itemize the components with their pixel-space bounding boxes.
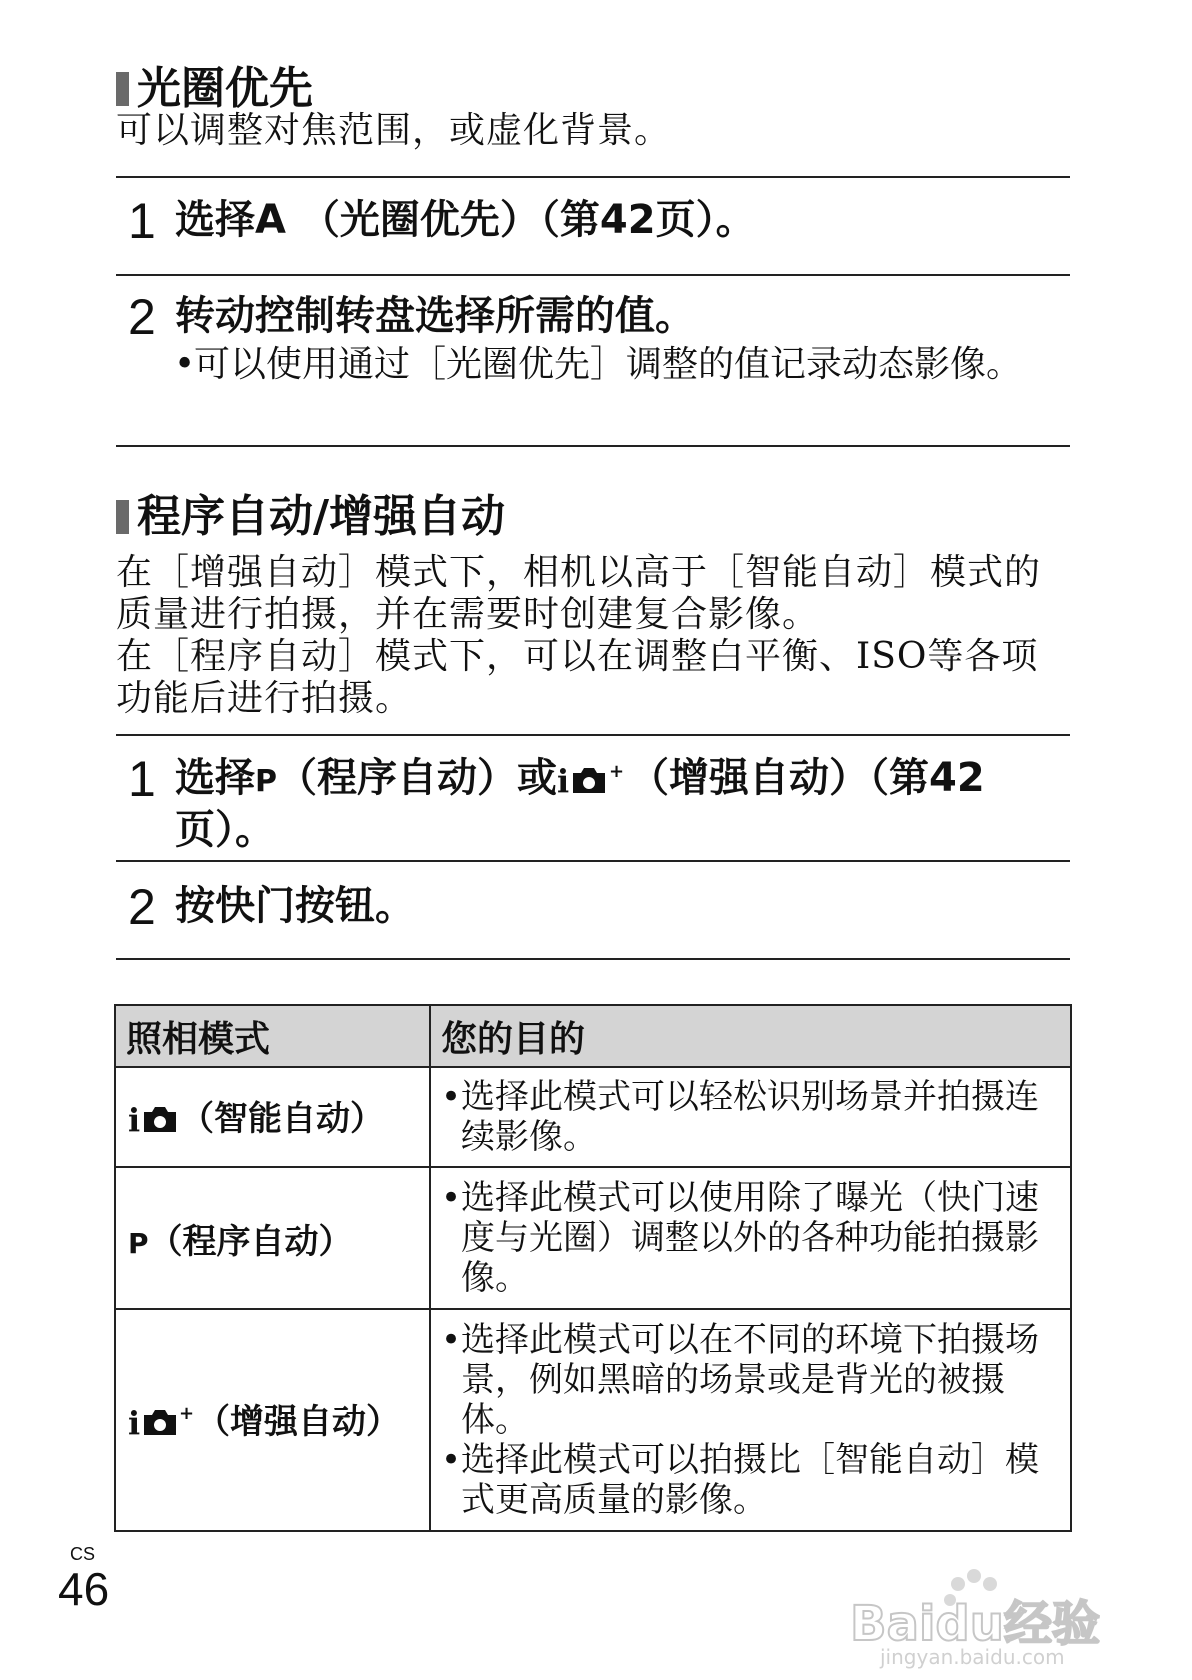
superior-auto-camera-icon [128,1403,196,1446]
step-rest: （增强自动）（第42页）。 [175,755,985,853]
purpose-cell [430,1309,1071,1531]
divider [116,958,1070,960]
section-marker [116,500,129,534]
column-header-purpose: 您的目的 [430,1005,1071,1067]
mode-cell [115,1167,430,1309]
table-row [115,1309,1071,1531]
table-row [115,1167,1071,1309]
purpose-item: • 选择此模式可以使用除了曝光（快门速度与光圈）调整以外的各种功能拍摄影像。 [441,1178,1039,1298]
intro-line: 在［程序自动］模式下，可以在调整白平衡、ISO等各项功能后进行拍摄。 [116,636,1039,719]
section-marker [116,72,129,106]
column-header-mode: 照相模式 [115,1005,430,1067]
step-text [175,754,1055,854]
step-mid: （程序自动）或 [277,755,557,801]
step-prefix: 选择 [175,755,255,801]
svg-text:i: i [557,762,570,795]
step-text: 按快门按钮。 [175,883,415,929]
page-footer [58,1544,109,1613]
step-rest: （光圈优先）（第42页）。 [299,197,756,243]
section-title-text: 光圈优先 [137,63,313,114]
section-intro [116,552,1066,720]
divider [116,734,1070,736]
mode-cell [115,1067,430,1167]
purpose-cell [430,1067,1071,1167]
page-number: 46 [58,1563,110,1615]
aperture-mode-glyph: A [255,197,286,243]
superior-auto-icon [557,758,629,806]
table-header-row [115,1005,1071,1067]
bullet-text: 可以使用通过［光圈优先］调整的值记录动态影像。 [194,344,1023,385]
svg-text:i: i [128,1404,141,1437]
section-title-program [116,490,505,544]
mode-label: （智能自动） [180,1099,384,1139]
purpose-text: 选择此模式可以在不同的环境下拍摄场景，例如黑暗的场景或是背光的被摄体。 [461,1320,1039,1440]
program-mode-glyph: P [255,764,277,799]
purpose-item: • 选择此模式可以拍摄比［智能自动］模式更高质量的影像。 [441,1440,1039,1520]
mode-label: （程序自动） [148,1221,353,1262]
svg-text:i: i [128,1101,141,1134]
intro-line: 在［增强自动］模式下，相机以高于［智能自动］模式的质量进行拍摄，并在需要时创建复合影像。 [116,552,1042,635]
divider [116,274,1070,276]
table-row [115,1067,1071,1167]
intelligent-auto-camera-icon [128,1100,180,1143]
purpose-cell [430,1167,1071,1309]
baidu-jingyan-watermark [850,1560,1150,1670]
divider [116,445,1070,447]
mode-cell [115,1309,430,1531]
program-mode-glyph: P [128,1226,149,1260]
divider [116,176,1070,178]
bullet-dot: • [174,344,196,385]
step-number: 2 [128,289,156,345]
step-number: 1 [128,751,156,807]
section-title-aperture [116,62,313,116]
section-intro: 可以调整对焦范围，或虚化背景。 [116,110,672,151]
language-code: CS [70,1544,96,1564]
step-prefix: 选择 [175,197,255,243]
mode-label: （增强自动） [196,1402,400,1442]
svg-text:+: + [179,1403,195,1424]
watermark-url: jingyan.baidu.com [880,1645,1065,1669]
section-title-text: 程序自动/增强自动 [137,491,506,542]
step-text: 转动控制转盘选择所需的值。 [175,293,695,339]
purpose-text: 选择此模式可以拍摄比［智能自动］模式更高质量的影像。 [461,1440,1039,1520]
step-number: 2 [128,879,156,935]
purpose-item: • 选择此模式可以在不同的环境下拍摄场景，例如黑暗的场景或是背光的被摄体。 [441,1320,1039,1440]
purpose-item: • 选择此模式可以轻松识别场景并拍摄连续影像。 [441,1077,1039,1157]
watermark-brand: Baidu经验 [850,1596,1100,1652]
step-text [175,196,1055,244]
svg-text:+: + [609,761,625,782]
mode-table [114,1004,1072,1532]
step-number: 1 [128,193,156,249]
purpose-text: 选择此模式可以轻松识别场景并拍摄连续影像。 [461,1077,1039,1157]
purpose-text: 选择此模式可以使用除了曝光（快门速度与光圈）调整以外的各种功能拍摄影像。 [461,1178,1039,1298]
divider [116,860,1070,862]
